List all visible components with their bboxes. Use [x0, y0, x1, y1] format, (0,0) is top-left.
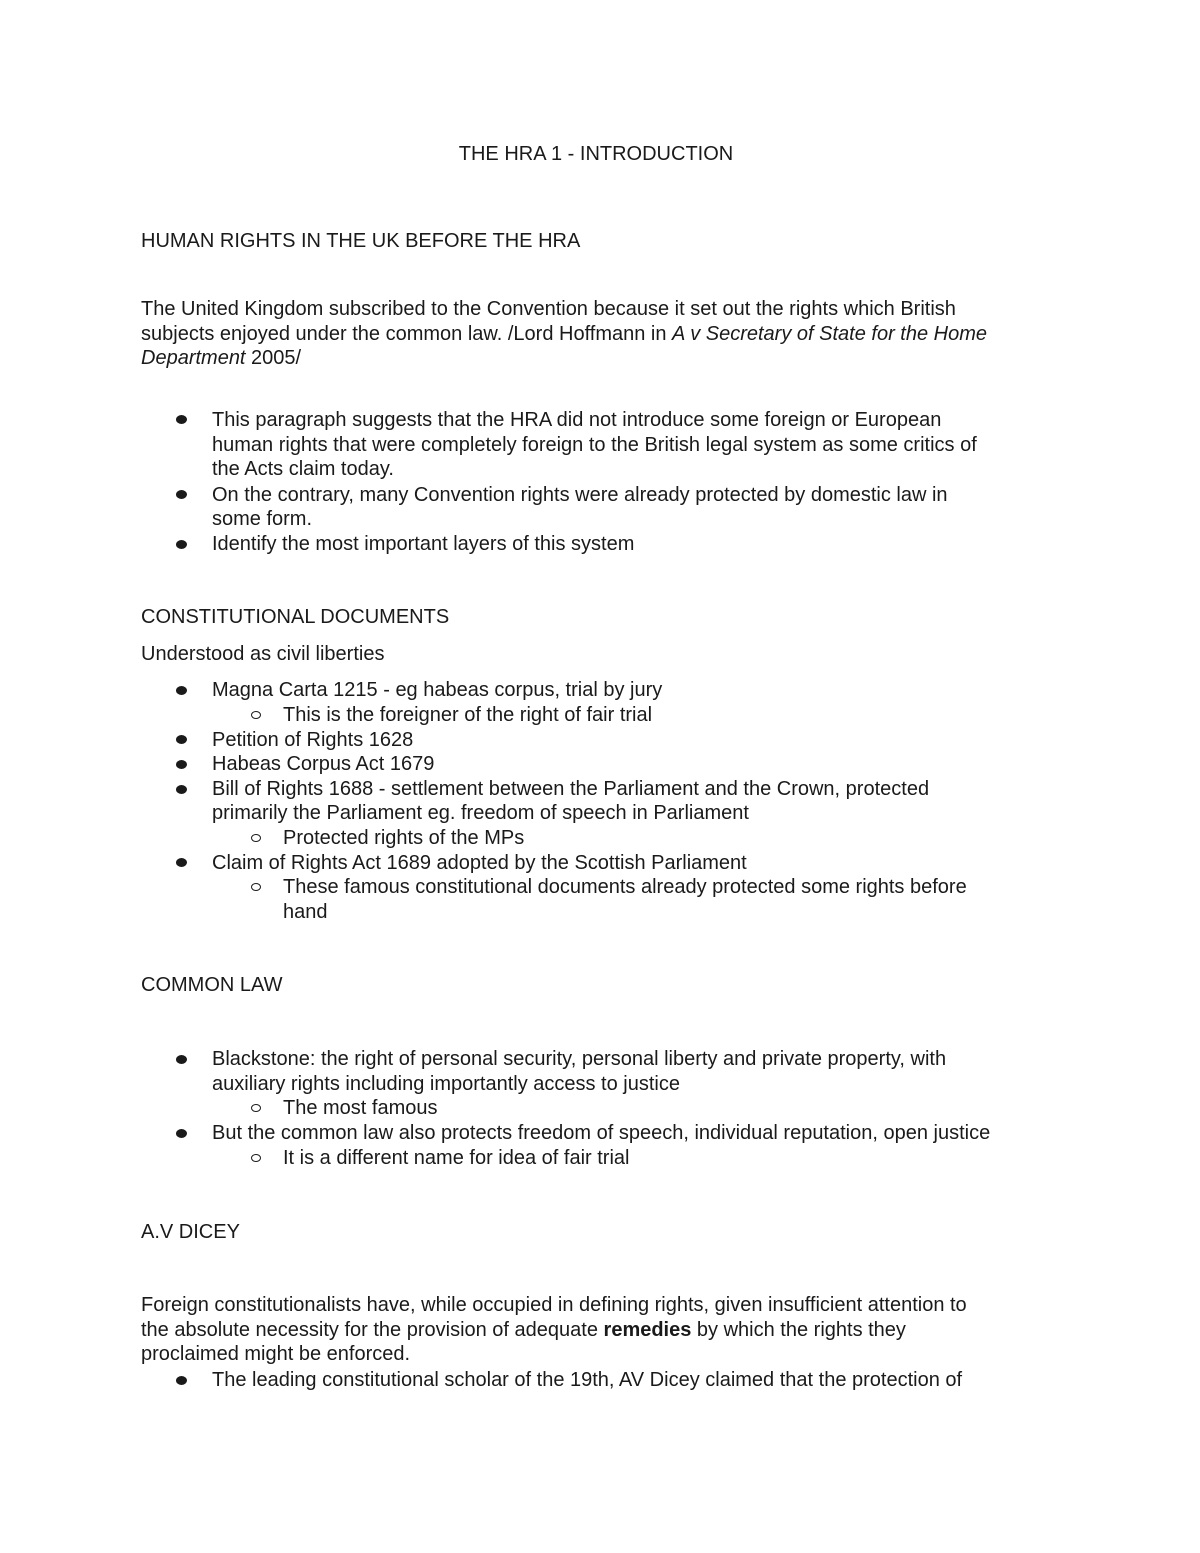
quote-line	[141, 322, 987, 346]
list-item-text: The leading constitutional scholar of the 19th, AV Dicey claimed that the protection of	[212, 1369, 963, 1391]
list-item-text: some form.	[212, 508, 313, 530]
list-item-text: Habeas Corpus Act 1679	[212, 753, 435, 775]
bullet-icon	[176, 735, 187, 744]
bullet-icon	[176, 415, 187, 424]
list-item-text: auxiliary rights including importantly access to justice	[212, 1073, 680, 1095]
list-item-text: Blackstone: the right of personal security, personal liberty and private property, with	[212, 1048, 947, 1070]
quote-text: 2005/	[245, 347, 302, 369]
list-item-text: Bill of Rights 1688 - settlement between the Parliament and the Crown, protected	[212, 778, 930, 800]
paragraph-line	[141, 1318, 906, 1342]
sub-list-item-text: The most famous	[283, 1097, 438, 1119]
bullet-icon	[176, 1055, 187, 1064]
paragraph-text: by which the rights they	[691, 1319, 906, 1341]
list-item-text: On the contrary, many Convention rights were already protected by domestic law in	[212, 484, 948, 506]
sub-bullet-icon	[251, 834, 261, 842]
bold-term: remedies	[603, 1319, 692, 1341]
sub-bullet-icon	[251, 1104, 261, 1112]
sub-list-item-text: hand	[283, 901, 328, 923]
sub-bullet-icon	[251, 711, 261, 719]
quote-line	[141, 346, 301, 370]
paragraph-line: proclaimed might be enforced.	[141, 1343, 411, 1365]
sub-list-item-text: Protected rights of the MPs	[283, 827, 525, 849]
section-intro: Understood as civil liberties	[141, 643, 385, 665]
bullet-icon	[176, 785, 187, 794]
sub-list-item-text: These famous constitutional documents already protected some rights before	[283, 876, 967, 898]
list-item-text: Petition of Rights 1628	[212, 729, 414, 751]
section-heading-dicey: A.V DICEY	[141, 1221, 240, 1243]
bullet-icon	[176, 490, 187, 499]
case-name-italic: A v Secretary of State for the Home	[672, 323, 987, 345]
sub-bullet-icon	[251, 883, 261, 891]
list-item-text: Magna Carta 1215 - eg habeas corpus, trial by jury	[212, 679, 663, 701]
quote-line: The United Kingdom subscribed to the Convention because it set out the rights which British	[141, 298, 956, 320]
list-item-text: primarily the Parliament eg. freedom of speech in Parliament	[212, 802, 749, 824]
bullet-icon	[176, 760, 187, 769]
paragraph-text: the absolute necessity for the provision of adequate	[141, 1319, 604, 1341]
section-heading-human-rights: HUMAN RIGHTS IN THE UK BEFORE THE HRA	[141, 230, 581, 252]
bullet-icon	[176, 1376, 187, 1385]
bullet-icon	[176, 540, 187, 549]
list-item-text: Claim of Rights Act 1689 adopted by the Scottish Parliament	[212, 852, 747, 874]
list-item-text: But the common law also protects freedom of speech, individual reputation, open justice	[212, 1122, 991, 1144]
list-item-text: This paragraph suggests that the HRA did not introduce some foreign or European	[212, 409, 942, 431]
section-heading-common-law: COMMON LAW	[141, 974, 283, 996]
sub-list-item-text: It is a different name for idea of fair trial	[283, 1147, 630, 1169]
sub-list-item-text: This is the foreigner of the right of fair trial	[283, 704, 653, 726]
quote-text: subjects enjoyed under the common law. /Lord Hoffmann in	[141, 323, 673, 345]
document-title: THE HRA 1 - INTRODUCTION	[458, 143, 734, 165]
list-item-text: the Acts claim today.	[212, 458, 394, 480]
paragraph-line: Foreign constitutionalists have, while occupied in defining rights, given insufficient attention to	[141, 1294, 967, 1316]
sub-bullet-icon	[251, 1154, 261, 1162]
list-item-text: Identify the most important layers of this system	[212, 533, 635, 555]
bullet-icon	[176, 1129, 187, 1138]
bullet-icon	[176, 686, 187, 695]
bullet-icon	[176, 858, 187, 867]
list-item-text: human rights that were completely foreign to the British legal system as some critics of	[212, 434, 977, 456]
section-heading-constitutional-documents: CONSTITUTIONAL DOCUMENTS	[141, 606, 450, 628]
case-name-italic: Department	[141, 347, 246, 369]
